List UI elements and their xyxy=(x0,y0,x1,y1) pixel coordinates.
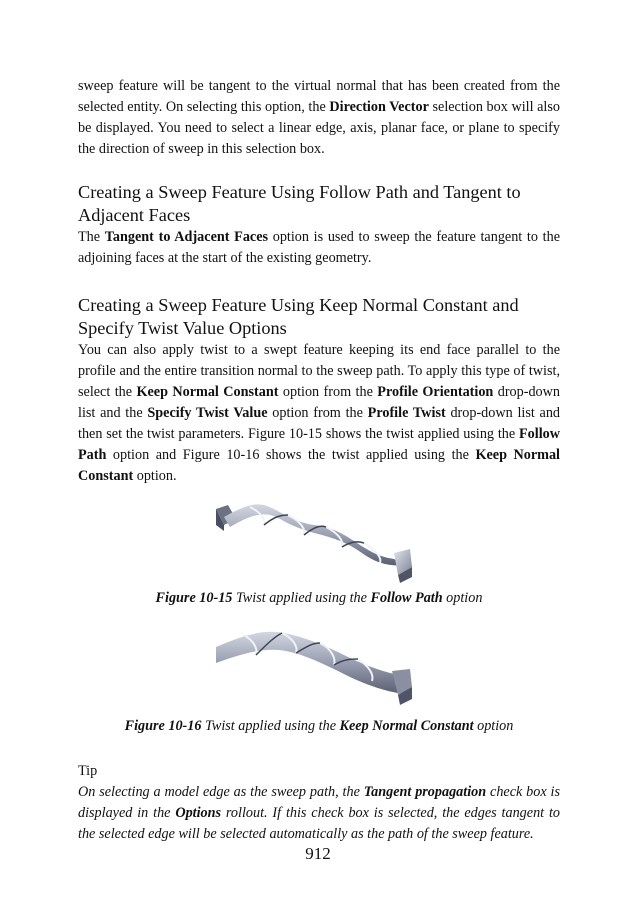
twisted-sweep-keep-normal-image xyxy=(214,619,424,709)
keep-normal-constant-term-2: Keep Normal Constant xyxy=(78,447,561,484)
figure-10-15-caption: Figure 10-15 Twist applied using the Follow Path option xyxy=(155,590,483,606)
tangent-propagation-term: Tangent propagation xyxy=(363,784,487,800)
direction-vector-term: Direction Vector xyxy=(329,99,429,115)
profile-orientation-term: Profile Orientation xyxy=(377,384,494,400)
section-heading-tangent: Creating a Sweep Feature Using Follow Path and Tangent to Adjacent Faces xyxy=(78,182,521,225)
tip-paragraph: On selecting a model edge as the sweep path, the Tangent propagation check box is displayed in the Options rollout. If this check box is selected, the edges tangent to the selected edge will be selected automatically as the path of the sweep feature. xyxy=(78,784,560,842)
follow-path-term: Follow Path xyxy=(78,426,560,463)
twisted-sweep-follow-path-image xyxy=(214,495,424,585)
profile-twist-term: Profile Twist xyxy=(367,405,446,421)
tangent-adjacent-faces-term: Tangent to Adjacent Faces xyxy=(104,229,269,245)
intro-paragraph: sweep feature will be tangent to the virtual normal that has been created from the selected entity. On selecting this option, the Direction Vector selection box will also be displayed. You need to select a linear edge, axis, planar face, or plane to specify the direction of sweep in this selection box. xyxy=(78,78,560,157)
specify-twist-value-term: Specify Twist Value xyxy=(147,405,268,421)
options-term: Options xyxy=(175,805,222,821)
section-paragraph-tangent: The Tangent to Adjacent Faces option is used to sweep the feature tangent to the adjoining faces at the start of the existing geometry. xyxy=(78,229,560,266)
keep-normal-constant-term: Keep Normal Constant xyxy=(136,384,279,400)
tip-label: Tip xyxy=(78,763,98,779)
page-number: 912 xyxy=(305,844,331,863)
section-keep-normal-constant xyxy=(78,294,560,487)
section-paragraph-twist: You can also apply twist to a swept feature keeping its end face parallel to the profile and the entire transition normal to the sweep path. To apply this type of twist, select the Keep Normal Constant option from the Profile Orientation drop-down list and the Specify Twist Value option from the Profile Twist drop-down list and then set the twist parameters. Figure 10-15 shows the twist applied using the Follow Path option and Figure 10-16 shows the twist applied using the Keep Normal Constant option. xyxy=(78,342,561,484)
figure-10-16-caption: Figure 10-16 Twist applied using the Keep Normal Constant option xyxy=(124,718,514,734)
page-content xyxy=(78,76,560,845)
section-heading-twist: Creating a Sweep Feature Using Keep Normal Constant and Specify Twist Value Options xyxy=(78,295,519,338)
section-follow-path-tangent xyxy=(78,181,560,269)
